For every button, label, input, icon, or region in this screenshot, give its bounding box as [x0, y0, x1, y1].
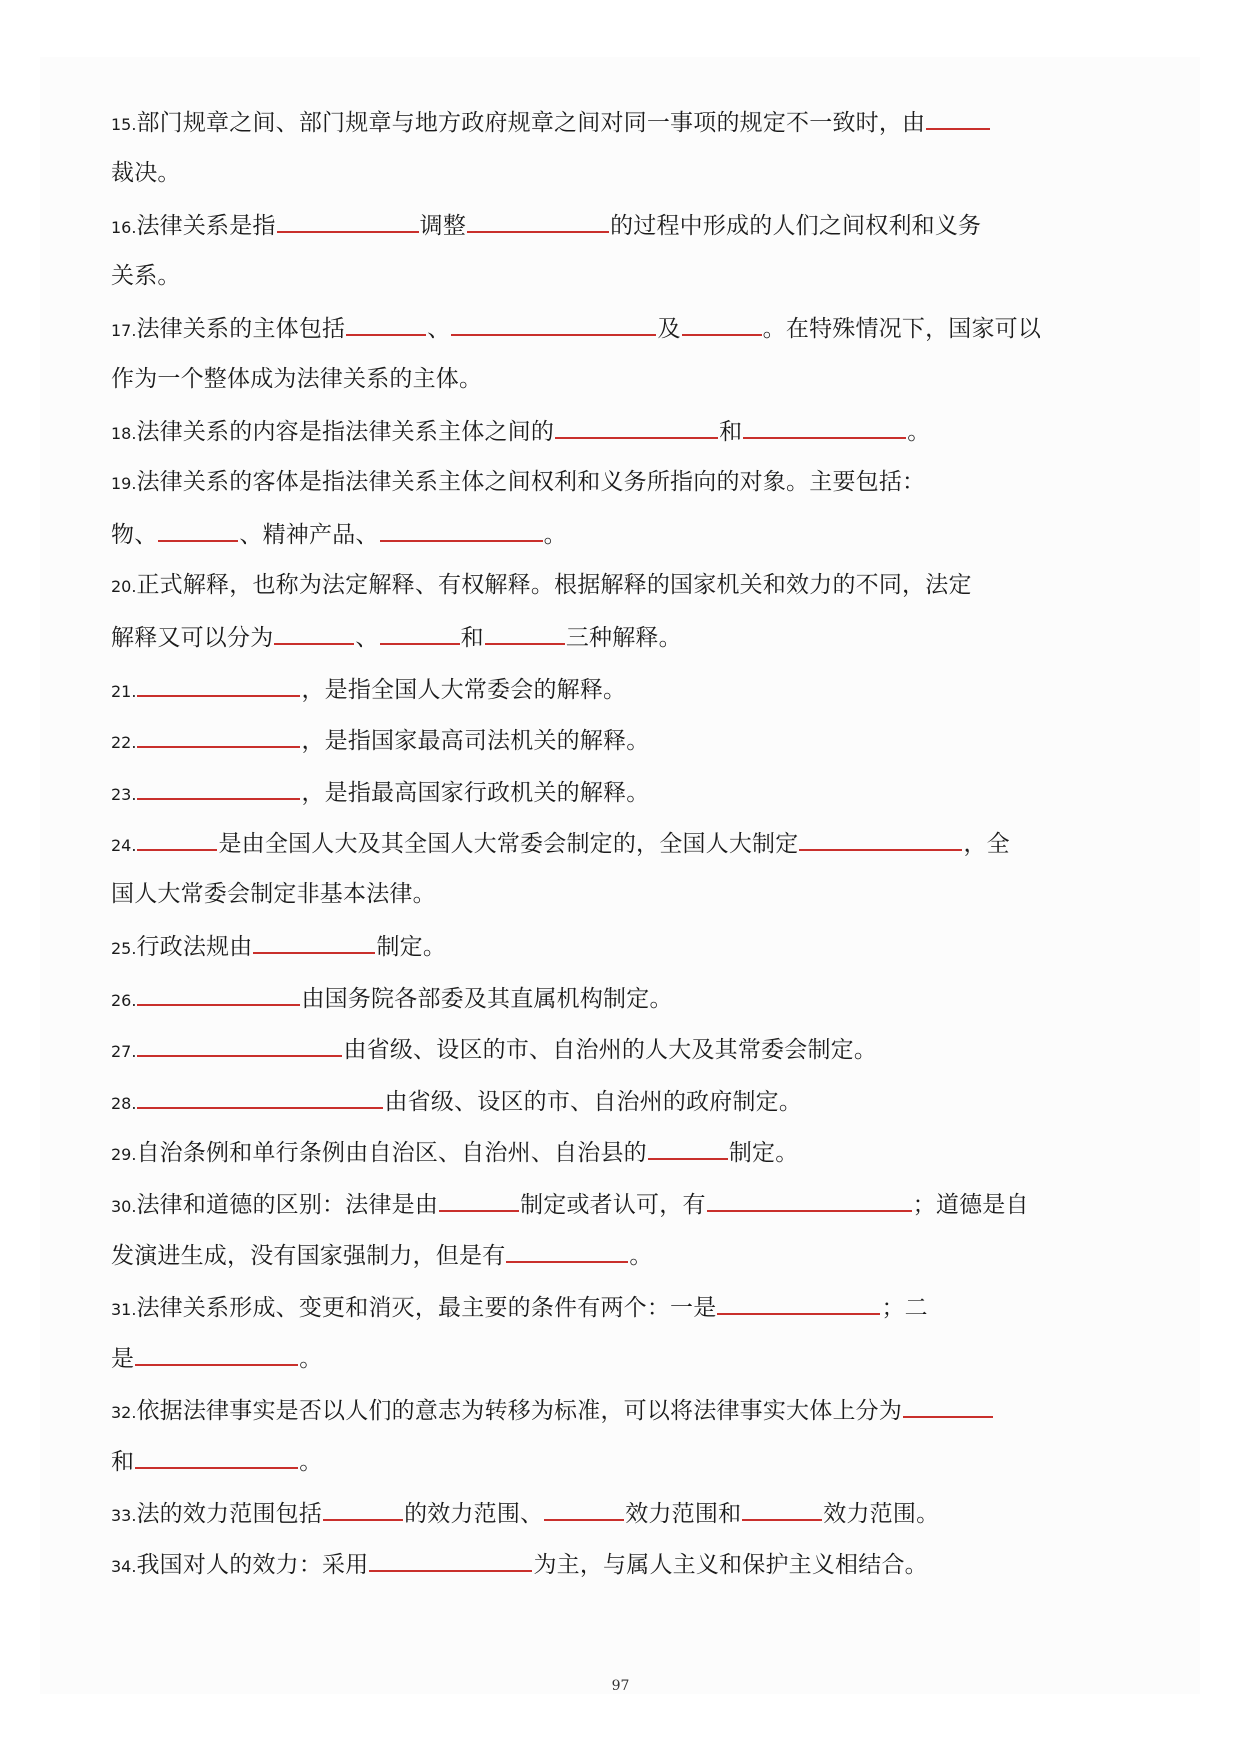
- page-number: 97: [611, 1678, 630, 1694]
- question-text: 作为一个整体成为法律关系的主体。: [111, 366, 483, 392]
- question-number: 33.: [111, 1506, 137, 1525]
- question-number: 34.: [111, 1557, 137, 1576]
- fill-in-blank[interactable]: [380, 621, 460, 645]
- question-text: 。: [543, 522, 567, 548]
- question-text: 为主，与属人主义和保护主义相结合。: [533, 1552, 928, 1578]
- question-text: 裁决。: [111, 160, 181, 186]
- question-text: 发演进生成，没有国家强制力，但是有: [111, 1243, 506, 1269]
- question-text: ；道德是自: [912, 1192, 1029, 1218]
- question-number: 21.: [111, 682, 137, 701]
- fill-in-blank[interactable]: [277, 209, 419, 233]
- fill-in-blank[interactable]: [506, 1239, 628, 1263]
- question-continuation: [111, 1239, 653, 1271]
- question-text: 。: [907, 419, 931, 445]
- question-number: 30.: [111, 1197, 137, 1216]
- fill-in-blank[interactable]: [926, 106, 990, 130]
- question-text: 的效力范围、: [404, 1501, 544, 1527]
- question-text: 三种解释。: [565, 625, 682, 651]
- question-text: ，是指全国人大常委会的解释。: [301, 677, 627, 703]
- question-text: 和: [111, 1449, 135, 1475]
- question-continuation: [111, 518, 567, 550]
- fill-in-blank[interactable]: [137, 724, 300, 748]
- question-text: 由省级、设区的市、自治州的政府制定。: [384, 1089, 803, 1115]
- question-30: [111, 1188, 1029, 1222]
- question-number: 25.: [111, 939, 137, 958]
- question-number: 23.: [111, 785, 137, 804]
- fill-in-blank[interactable]: [346, 312, 426, 336]
- question-text: 。: [299, 1346, 323, 1372]
- fill-in-blank[interactable]: [799, 827, 962, 851]
- fill-in-blank[interactable]: [380, 518, 543, 542]
- fill-in-blank[interactable]: [467, 209, 609, 233]
- fill-in-blank[interactable]: [137, 673, 300, 697]
- question-number: 20.: [111, 577, 137, 596]
- question-16: [111, 209, 981, 243]
- question-20: [111, 570, 972, 602]
- question-text: 、: [355, 625, 379, 651]
- question-continuation: [111, 1342, 322, 1374]
- question-text: ；二: [881, 1295, 928, 1321]
- question-33: [111, 1497, 939, 1531]
- question-text: 。: [629, 1243, 653, 1269]
- question-number: 31.: [111, 1300, 137, 1319]
- question-text: 行政法规由: [136, 934, 253, 960]
- question-continuation: [111, 1445, 322, 1477]
- question-text: 解释又可以分为: [111, 625, 274, 651]
- question-text: 关系。: [111, 263, 181, 289]
- question-text: 效力范围和: [625, 1501, 742, 1527]
- question-28: [111, 1085, 802, 1119]
- fill-in-blank[interactable]: [135, 1342, 298, 1366]
- question-text: ，是指国家最高司法机关的解释。: [301, 728, 650, 754]
- question-continuation: [111, 261, 181, 291]
- question-continuation: [111, 364, 482, 394]
- question-number: 18.: [111, 424, 137, 443]
- question-23: [111, 776, 649, 810]
- fill-in-blank[interactable]: [439, 1188, 519, 1212]
- question-32: [111, 1394, 994, 1428]
- fill-in-blank[interactable]: [717, 1291, 880, 1315]
- question-text: ，全: [963, 831, 1010, 857]
- question-text: 的过程中形成的人们之间权利和义务: [610, 213, 982, 239]
- question-number: 24.: [111, 836, 137, 855]
- question-text: 是由全国人大及其全国人大常委会制定的，全国人大制定: [218, 831, 799, 857]
- question-text: 自治条例和单行条例由自治区、自治州、自治县的: [136, 1140, 647, 1166]
- question-number: 15.: [111, 115, 137, 134]
- fill-in-blank[interactable]: [903, 1394, 993, 1418]
- fill-in-blank[interactable]: [274, 621, 354, 645]
- fill-in-blank[interactable]: [137, 827, 217, 851]
- question-text: 由省级、设区的市、自治州的人大及其常委会制定。: [343, 1037, 878, 1063]
- fill-in-blank[interactable]: [137, 1033, 342, 1057]
- question-17: [111, 312, 1041, 346]
- question-text: 法律关系形成、变更和消灭，最主要的条件有两个：一是: [136, 1295, 717, 1321]
- fill-in-blank[interactable]: [544, 1497, 624, 1521]
- fill-in-blank[interactable]: [742, 1497, 822, 1521]
- question-continuation: [111, 879, 436, 909]
- question-number: 17.: [111, 321, 137, 340]
- question-text: 法律和道德的区别：法律是由: [136, 1192, 439, 1218]
- question-number: 32.: [111, 1403, 137, 1422]
- fill-in-blank[interactable]: [555, 415, 718, 439]
- question-text: 和: [719, 419, 743, 445]
- question-number: 29.: [111, 1145, 137, 1164]
- fill-in-blank[interactable]: [682, 312, 762, 336]
- fill-in-blank[interactable]: [323, 1497, 403, 1521]
- question-text: 。在特殊情况下，国家可以: [762, 316, 1042, 342]
- question-text: 国人大常委会制定非基本法律。: [111, 881, 436, 907]
- question-22: [111, 724, 649, 758]
- question-text: 物、: [111, 522, 158, 548]
- question-number: 26.: [111, 991, 137, 1010]
- question-number: 19.: [111, 474, 137, 493]
- fill-in-blank[interactable]: [253, 930, 375, 954]
- question-text: 由国务院各部委及其直属机构制定。: [301, 986, 673, 1012]
- fill-in-blank[interactable]: [707, 1188, 912, 1212]
- question-text: 法律关系的主体包括: [136, 316, 346, 342]
- question-text: 法律关系的内容是指法律关系主体之间的: [136, 419, 555, 445]
- question-text: 、: [427, 316, 451, 342]
- question-18: [111, 415, 930, 449]
- question-number: 28.: [111, 1094, 137, 1113]
- fill-in-blank[interactable]: [485, 621, 565, 645]
- fill-in-blank[interactable]: [158, 518, 238, 542]
- question-text: 。: [299, 1449, 323, 1475]
- question-text: 法的效力范围包括: [136, 1501, 323, 1527]
- question-34: [111, 1548, 928, 1582]
- question-21: [111, 673, 626, 707]
- question-19: [111, 467, 925, 499]
- question-text: 调整: [419, 213, 467, 239]
- fill-in-blank[interactable]: [451, 312, 656, 336]
- fill-in-blank[interactable]: [137, 982, 300, 1006]
- question-continuation: [111, 621, 682, 653]
- fill-in-blank[interactable]: [135, 1445, 298, 1469]
- question-31: [111, 1291, 928, 1325]
- question-text: 效力范围。: [823, 1501, 940, 1527]
- question-continuation: [111, 158, 181, 188]
- question-text: 法律关系是指: [136, 213, 276, 239]
- question-number: 27.: [111, 1042, 137, 1061]
- question-text: 制定或者认可，有: [520, 1192, 706, 1218]
- question-text: 及: [657, 316, 681, 342]
- question-text: 依据法律事实是否以人们的意志为转移为标准，可以将法律事实大体上分为: [136, 1398, 903, 1424]
- fill-in-blank[interactable]: [648, 1136, 728, 1160]
- question-text: 、精神产品、: [239, 522, 379, 548]
- question-text: ，是指最高国家行政机关的解释。: [301, 780, 650, 806]
- question-text: 是: [111, 1346, 135, 1372]
- question-25: [111, 930, 446, 964]
- fill-in-blank[interactable]: [137, 1085, 383, 1109]
- question-number: 16.: [111, 218, 137, 237]
- question-text: 我国对人的效力：采用: [136, 1552, 369, 1578]
- question-text: 制定。: [728, 1140, 799, 1166]
- question-27: [111, 1033, 877, 1067]
- question-text: 和: [460, 625, 484, 651]
- question-26: [111, 982, 673, 1016]
- question-number: 22.: [111, 733, 137, 752]
- question-text: 部门规章之间、部门规章与地方政府规章之间对同一事项的规定不一致时，由: [136, 110, 926, 136]
- question-text: 制定。: [376, 934, 447, 960]
- question-text: 正式解释，也称为法定解释、有权解释。根据解释的国家机关和效力的不同，法定: [136, 572, 972, 598]
- question-29: [111, 1136, 798, 1170]
- fill-in-blank[interactable]: [137, 776, 300, 800]
- question-text: 法律关系的客体是指法律关系主体之间权利和义务所指向的对象。主要包括：: [136, 469, 926, 495]
- question-24: [111, 827, 1010, 861]
- fill-in-blank[interactable]: [743, 415, 906, 439]
- question-15: [111, 106, 991, 140]
- fill-in-blank[interactable]: [369, 1548, 532, 1572]
